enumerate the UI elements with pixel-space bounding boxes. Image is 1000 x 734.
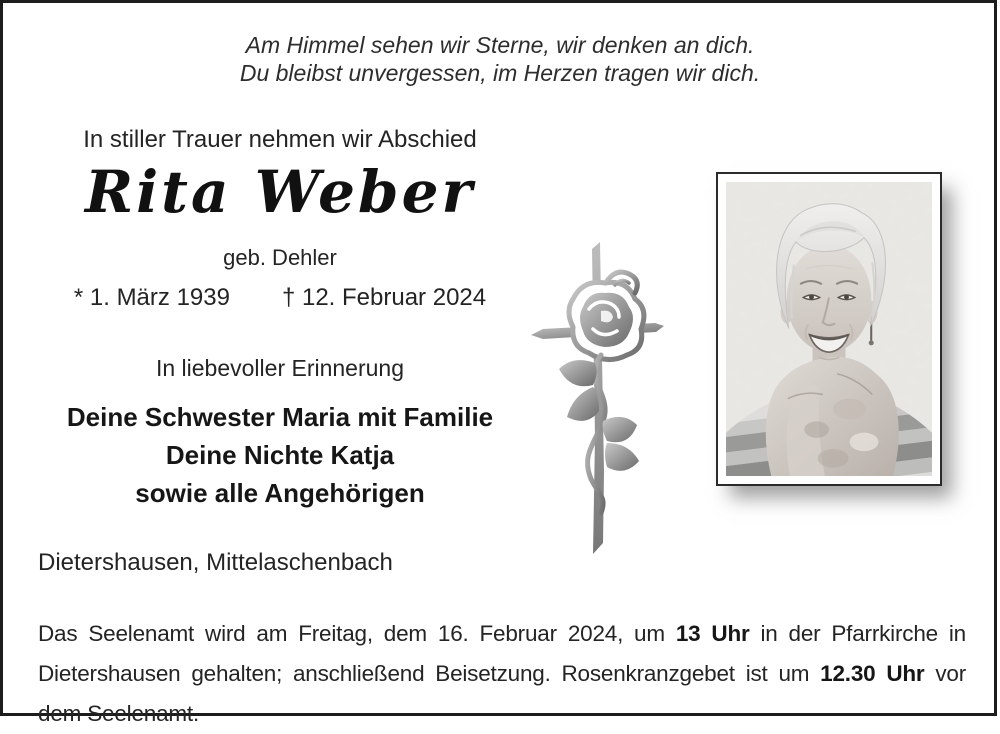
epigraph <box>0 31 1000 87</box>
maiden-name: geb. Dehler <box>223 245 337 270</box>
cross-rose-illustration <box>523 237 673 569</box>
portrait-image <box>726 182 932 476</box>
life-dates <box>40 284 520 312</box>
mourner-line: sowie alle Angehörigen <box>135 478 425 508</box>
places-line: Dietershausen, Mittelaschenbach <box>38 549 393 576</box>
epigraph-line-1: Am Himmel sehen wir Sterne, wir denken an dich. <box>245 32 755 58</box>
mourner-line: Deine Schwester Maria mit Familie <box>66 402 494 432</box>
death-date: † 12. Februar 2024 <box>281 284 487 311</box>
mourner-line: Deine Nichte Katja <box>165 440 395 470</box>
memory-line: In liebevoller Erinnerung <box>155 355 405 381</box>
intro-line: In stiller Trauer nehmen wir Abschied <box>83 126 477 153</box>
deceased-name: Rita Weber <box>84 158 476 226</box>
birth-date: * 1. März 1939 <box>73 284 230 311</box>
mourners-list <box>40 398 520 512</box>
epigraph-line-2: Du bleibst unvergessen, im Herzen tragen wir dich. <box>239 60 761 86</box>
rose-bloom <box>569 272 644 359</box>
portrait-photo <box>716 172 942 486</box>
cross-rose-icon <box>523 237 673 569</box>
service-announcement: Das Seelenamt wird am Freitag, dem 16. Februar 2024, um 13 Uhr in der Pfarrkirche in Dietershausen gehalten; anschließend Beisetzung. Rosenkranzgebet ist um 12.30 Uhr vor dem Seelenamt. <box>38 620 966 726</box>
